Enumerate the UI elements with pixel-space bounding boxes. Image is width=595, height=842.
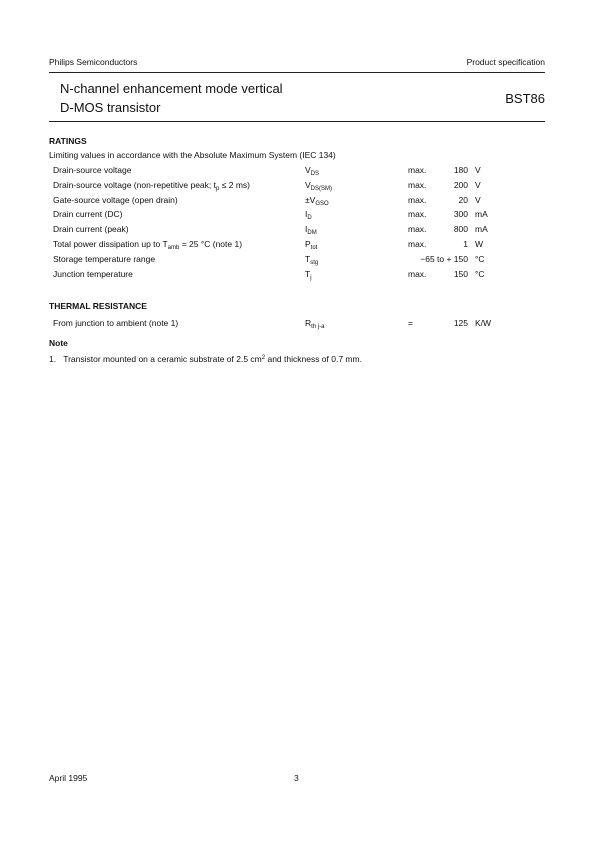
unit: V <box>475 194 481 205</box>
param-text: Gate-source voltage (open drain) <box>53 194 178 205</box>
param-text: Junction temperature <box>53 268 133 279</box>
footer-date: April 1995 <box>49 773 88 783</box>
value: 150 <box>453 268 468 279</box>
note-number: 1. <box>49 354 57 364</box>
symbol-letter: T <box>305 253 311 264</box>
title-line-2: D-MOS transistor <box>60 100 161 115</box>
note-sup: 2 <box>261 355 266 361</box>
param-label <box>53 165 131 175</box>
param-label <box>53 269 133 279</box>
value: 180 <box>453 165 468 175</box>
header-company: Philips Semiconductors <box>49 57 138 67</box>
param-text: Drain-source voltage <box>53 165 132 175</box>
param-label <box>53 180 250 190</box>
param-label <box>53 239 242 249</box>
value: 125 <box>453 318 468 328</box>
symbol <box>305 224 317 237</box>
param-label <box>53 254 155 264</box>
unit: mA <box>475 224 488 235</box>
param-subscript: p <box>216 185 220 192</box>
note-heading: Note <box>49 338 68 348</box>
value: 300 <box>453 209 468 220</box>
param-label <box>53 195 178 205</box>
param-text: Drain-source voltage (non-repetitive peak; t <box>53 179 216 190</box>
symbol-letter: R <box>305 318 312 328</box>
condition: max. <box>408 209 427 220</box>
param-text: From junction to ambient (note 1) <box>53 318 179 328</box>
header-rule <box>49 72 545 73</box>
symbol <box>305 269 312 279</box>
table-row <box>53 165 545 177</box>
note-item <box>49 354 362 364</box>
table-row <box>53 209 545 221</box>
symbol-subscript: th j-a <box>311 324 325 330</box>
unit: W <box>475 239 484 249</box>
ratings-heading: RATINGS <box>49 136 87 146</box>
symbol-letter: T <box>305 268 311 279</box>
symbol <box>305 195 329 205</box>
symbol-subscript: GSO <box>315 200 329 207</box>
table-row <box>53 224 545 236</box>
table-row <box>53 318 545 330</box>
param-text: Drain current (peak) <box>53 224 129 235</box>
symbol-letter: I <box>305 209 308 220</box>
ratings-intro: Limiting values in accordance with the Absolute Maximum System (IEC 134) <box>49 150 336 160</box>
param-label <box>53 224 129 234</box>
symbol-subscript: stg <box>310 259 319 266</box>
condition: max. <box>408 224 427 235</box>
param-label <box>53 318 178 328</box>
symbol <box>305 318 324 328</box>
symbol-subscript: tot <box>310 245 318 251</box>
note-text-after: and thickness of 0.7 mm. <box>265 354 362 364</box>
part-number: BST86 <box>505 91 545 106</box>
title-rule <box>49 121 545 122</box>
unit: mA <box>475 209 488 220</box>
header-doc-type: Product specification <box>466 57 545 67</box>
symbol <box>305 254 318 264</box>
unit: °C <box>475 268 485 279</box>
unit: V <box>475 179 481 190</box>
param-subscript: amb <box>167 245 180 251</box>
param-tail: = 25 °C (note 1) <box>179 239 243 249</box>
table-row <box>53 180 545 192</box>
symbol-letter: I <box>305 224 308 235</box>
unit: V <box>475 165 481 175</box>
symbol-subscript: D <box>307 215 312 222</box>
symbol-subscript: DM <box>307 230 317 237</box>
symbol-subscript: DS <box>310 171 320 177</box>
symbol-subscript: DS(SM) <box>310 185 333 192</box>
title-line-1: N-channel enhancement mode vertical <box>60 81 283 96</box>
symbol-letter: ±V <box>305 194 316 205</box>
value: 1 <box>463 239 468 249</box>
param-label <box>53 209 122 219</box>
symbol-letter: V <box>305 179 311 190</box>
unit: K/W <box>475 318 492 328</box>
condition: = <box>408 318 413 328</box>
table-row <box>53 239 545 251</box>
table-row <box>53 254 545 266</box>
note-text-before: Transistor mounted on a ceramic substrate of 2.5 cm <box>63 354 262 364</box>
condition: max. <box>408 194 427 205</box>
param-text: Drain current (DC) <box>53 209 123 220</box>
value: 800 <box>453 224 468 235</box>
symbol <box>305 180 332 190</box>
condition: max. <box>408 165 427 175</box>
symbol-subscript: j <box>310 274 312 281</box>
value: 200 <box>453 179 468 190</box>
symbol <box>305 239 317 249</box>
symbol <box>305 165 319 175</box>
value: −65 to + 150 <box>420 253 468 264</box>
condition: max. <box>408 179 427 190</box>
condition: max. <box>408 268 427 279</box>
param-text: Storage temperature range <box>53 253 156 264</box>
table-row <box>53 269 545 281</box>
symbol <box>305 209 312 222</box>
param-tail: ≤ 2 ms) <box>219 179 250 190</box>
condition: max. <box>408 239 427 249</box>
footer-page: 3 <box>294 773 299 783</box>
param-text: Total power dissipation up to T <box>53 239 168 249</box>
table-row <box>53 195 545 207</box>
value: 20 <box>458 194 468 205</box>
unit: °C <box>475 253 485 264</box>
symbol-letter: V <box>305 165 311 175</box>
thermal-heading: THERMAL RESISTANCE <box>49 301 147 311</box>
symbol-letter: P <box>305 239 311 249</box>
